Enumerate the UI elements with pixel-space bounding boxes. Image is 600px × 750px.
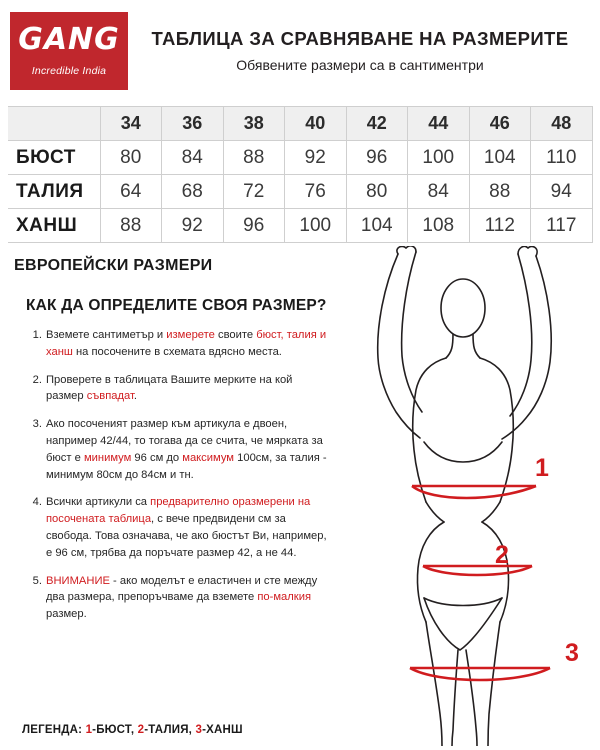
measurement-cell: 96: [346, 141, 408, 175]
measurement-cell: 117: [531, 209, 593, 243]
instruction-item: [30, 573, 332, 623]
size-column-header: 38: [223, 107, 285, 141]
instruction-text-fragment: .: [133, 390, 138, 403]
instruction-text-fragment: Проверете в таблицата Вашите мерките на кой размер: [46, 373, 293, 403]
measurement-cell: 104: [469, 141, 531, 175]
measurement-row-label: ХАНШ: [8, 209, 100, 243]
instruction-text-fragment: предварително оразмерени на посочената таблица: [46, 496, 311, 526]
instruction-text-fragment: своите: [214, 329, 257, 341]
measurement-cell: 64: [100, 175, 162, 209]
table-row: [8, 141, 592, 175]
measurement-cell: 92: [162, 209, 224, 243]
instruction-text-fragment: на посочените в схемата вдясно места.: [72, 345, 282, 358]
page-title: ТАБЛИЦА ЗА СРАВНЯВАНЕ НА РАЗМЕРИТЕ: [151, 28, 569, 49]
measurement-cell: 88: [100, 209, 162, 243]
measurement-cell: 104: [346, 209, 408, 243]
instruction-number: 3.: [32, 418, 42, 431]
size-table: [8, 106, 593, 243]
measurement-cell: 88: [469, 175, 531, 209]
instruction-number: 4.: [32, 496, 42, 509]
size-column-header: 48: [531, 107, 593, 141]
brand-tagline: Incredible India: [31, 65, 107, 77]
size-column-header: 42: [346, 107, 408, 141]
measurement-cell: 94: [531, 175, 593, 209]
measurement-cell: 112: [469, 209, 531, 243]
instruction-text-fragment: измерете: [166, 329, 215, 341]
measurement-cell: 92: [285, 141, 347, 175]
instruction-text-fragment: ВНИМАНИЕ: [46, 574, 110, 587]
instruction-text: [46, 327, 332, 361]
page-header: [0, 0, 600, 100]
instruction-text-fragment: - ако моделът е еластичен и сте между два размера, препоръчваме да вземете: [46, 574, 318, 604]
measurement-cell: 80: [100, 141, 162, 175]
instruction-text-fragment: Вземете сантиметър и: [46, 329, 167, 341]
legend-prefix: ЛЕГЕНДА:: [22, 724, 86, 736]
measurement-cell: 100: [285, 209, 347, 243]
measurement-cell: 88: [223, 141, 285, 175]
instruction-text-fragment: 96 см до: [131, 451, 183, 464]
instruction-text-fragment: Всички артикули са: [46, 496, 151, 509]
measurement-cell: 110: [531, 141, 593, 175]
legend-marker-number: 1: [85, 724, 93, 736]
size-column-header: 36: [162, 107, 224, 141]
measurement-cell: 80: [346, 175, 408, 209]
measurement-cell: 76: [285, 175, 347, 209]
instruction-text: [46, 416, 332, 483]
table-row: [8, 175, 592, 209]
size-table-container: [0, 100, 600, 243]
measurement-cell: 100: [408, 141, 470, 175]
instruction-text-fragment: , с вече предвидени см за свобода. Това означава, че ако бюстът Ви, например, е 96 см, трябва да поръчате размер 42, а не 44.: [46, 513, 327, 559]
instruction-text-fragment: размер.: [46, 608, 87, 621]
instruction-text: [46, 372, 332, 406]
page-subtitle: Обявените размери са в сантиментри: [236, 57, 484, 73]
legend-marker-label: -БЮСТ,: [92, 724, 138, 736]
table-row: [8, 209, 592, 243]
measurement-cell: 96: [223, 209, 285, 243]
instruction-text: [46, 573, 332, 623]
legend-marker-label: -ТАЛИЯ,: [144, 724, 196, 736]
measurement-marker-3: 3: [565, 639, 579, 667]
legend-marker-number: 2: [137, 724, 145, 736]
instruction-text: [46, 494, 332, 561]
legend: [22, 724, 243, 736]
size-column-header: 46: [469, 107, 531, 141]
instruction-item: [30, 416, 332, 483]
measurement-cell: 68: [162, 175, 224, 209]
legend-marker-number: 3: [195, 724, 203, 736]
size-table-body: [8, 141, 592, 243]
howto-heading: КАК ДА ОПРЕДЕЛИТЕ СВОЯ РАЗМЕР?: [26, 297, 327, 314]
size-table-corner: [8, 107, 100, 141]
eu-sizes-heading: ЕВРОПЕЙСКИ РАЗМЕРИ: [14, 257, 213, 274]
measurement-marker-1: 1: [535, 454, 549, 482]
instruction-text-fragment: Ако посоченият размер към артикула е двоен, например 42/44, то тогава да се счита, че мярката за бюст е: [46, 418, 323, 464]
instruction-text-fragment: минимум: [83, 451, 132, 464]
instruction-text-fragment: съвпадат: [86, 390, 134, 403]
size-table-header-row: [8, 107, 592, 141]
measurement-cell: 84: [162, 141, 224, 175]
instruction-number: 2.: [32, 373, 42, 386]
measurement-cell: 84: [408, 175, 470, 209]
instruction-number: 1.: [32, 329, 42, 341]
instruction-item: [30, 327, 332, 361]
woman-silhouette-icon: [320, 246, 600, 746]
measurement-cell: 72: [223, 175, 285, 209]
measurement-row-label: БЮСТ: [8, 141, 100, 175]
size-column-header: 40: [285, 107, 347, 141]
header-titles: [128, 12, 600, 73]
instruction-number: 5.: [32, 574, 42, 587]
measurement-marker-2: 2: [495, 541, 509, 569]
measurement-row-label: ТАЛИЯ: [8, 175, 100, 209]
size-column-header: 34: [100, 107, 162, 141]
instructions-list: [0, 315, 332, 623]
measurement-cell: 108: [408, 209, 470, 243]
legend-marker-label: -ХАНШ: [202, 724, 243, 736]
instruction-text-fragment: максимум: [182, 451, 235, 464]
instruction-text-fragment: по-малкия: [257, 591, 312, 604]
body-figure: [320, 246, 600, 746]
instruction-item: [30, 372, 332, 406]
size-column-header: 44: [408, 107, 470, 141]
instruction-text-fragment: бюст, талия и ханш: [46, 329, 327, 358]
instruction-item: [30, 494, 332, 561]
brand-logo: [10, 12, 128, 90]
instruction-text-fragment: 100см, за талия - минимум 80см до 84см и тн.: [46, 451, 327, 481]
brand-name: GANG: [18, 22, 120, 57]
